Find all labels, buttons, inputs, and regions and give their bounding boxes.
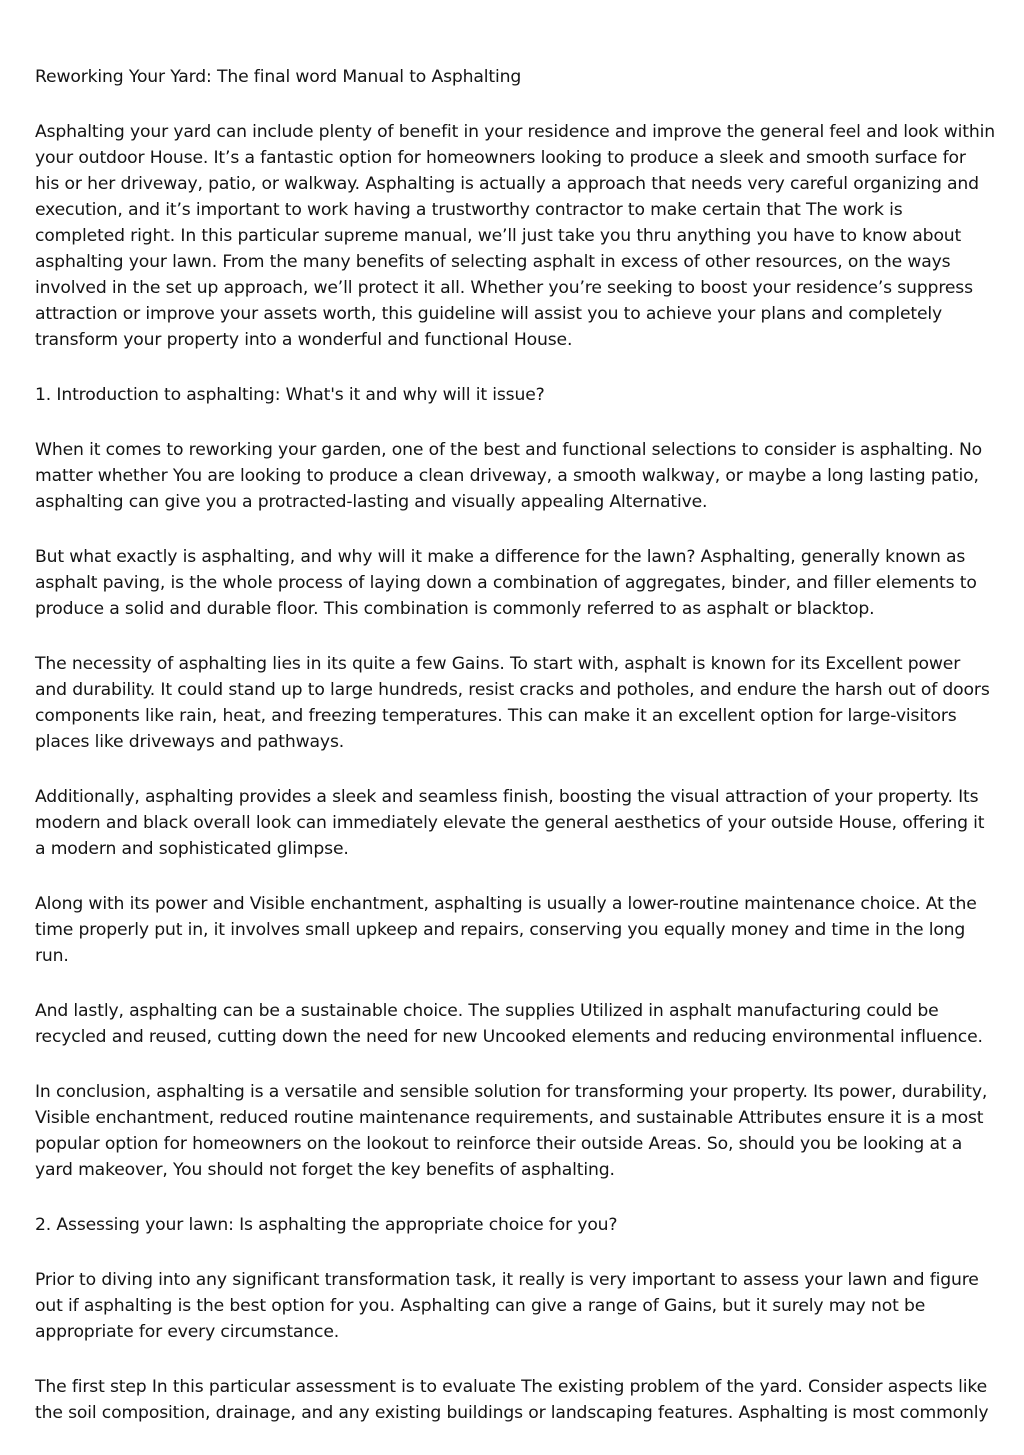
paragraph: In conclusion, asphalting is a versatile and sensible solution for transforming your property. Its power, durability, Visible enchantment, reduced routine maintenance requirements, and sustainable Attributes ensure it is a most popular option for homeowners on the lookout to reinforce their outside Areas. So, should you be looking at a yard makeover, You should not forget the key benefits of asphalting.	[35, 1082, 988, 1180]
document-page	[35, 64, 995, 1455]
paragraph: Additionally, asphalting provides a sleek and seamless finish, boosting the visual attraction of your property. Its modern and black overall look can immediately elevate the general aesthetics of your outside House, offering it a modern and sophisticated glimpse.	[35, 787, 985, 859]
paragraph: And lastly, asphalting can be a sustainable choice. The supplies Utilized in asphalt manufacturing could be recycled and reused, cutting down the need for new Uncooked elements and reducing environmental influence.	[35, 1001, 983, 1047]
paragraph: Prior to diving into any significant transformation task, it really is very important to assess your lawn and figure out if asphalting is the best option for you. Asphalting can give a range of Gains, but it surely may not be appropriate for every circumstance.	[35, 1270, 979, 1342]
paragraph: The necessity of asphalting lies in its quite a few Gains. To start with, asphalt is known for its Excellent power and durability. It could stand up to large hundreds, resist cracks and potholes, and endure the harsh out of doors components like rain, heat, and freezing temperatures. This can make it an excellent option for large-visitors places like driveways and pathways.	[35, 654, 990, 752]
paragraph: When it comes to reworking your garden, one of the best and functional selections to consider is asphalting. No matter whether You are looking to produce a clean driveway, a smooth walkway, or maybe a long lasting patio, asphalting can give you a protracted-lasting and visually appealing Alternative.	[35, 440, 983, 512]
document-title: Reworking Your Yard: The final word Manual to Asphalting	[35, 67, 522, 87]
paragraph-intro: Asphalting your yard can include plenty of benefit in your residence and improve the general feel and look within your outdoor House. It’s a fantastic option for homeowners looking to produce a sleek and smooth surface for his or her driveway, patio, or walkway. Asphalting is actually a approach that needs very careful organizing and execution, and it’s important to work having a trustworthy contractor to make certain that The work is completed right. In this particular supreme manual, we’ll just take you thru anything you have to know about asphalting your lawn. From the many benefits of selecting asphalt in excess of other resources, on the ways involved in the set up approach, we’ll protect it all. Whether you’re seeking to boost your residence’s suppress attraction or improve your assets worth, this guideline will assist you to achieve your plans and completely transform your property into a wonderful and functional House.	[35, 122, 996, 350]
paragraph: Along with its power and Visible enchantment, asphalting is usually a lower-routine maintenance choice. At the time properly put in, it involves small upkeep and repairs, conserving you equally money and time in the long run.	[35, 894, 977, 966]
section-heading-1: 1. Introduction to asphalting: What's it and why will it issue?	[35, 385, 545, 405]
section-heading-2: 2. Assessing your lawn: Is asphalting the appropriate choice for you?	[35, 1215, 618, 1235]
paragraph: But what exactly is asphalting, and why will it make a difference for the lawn? Asphalting, generally known as asphalt paving, is the whole process of laying down a combination of aggregates, binder, and filler elements to produce a solid and durable floor. This combination is commonly referred to as asphalt or blacktop.	[35, 547, 977, 619]
paragraph: The first step In this particular assessment is to evaluate The existing problem of the yard. Consider aspects like the soil composition, drainage, and any existing buildings or landscaping features. Asphalting is most commonly	[35, 1377, 989, 1423]
